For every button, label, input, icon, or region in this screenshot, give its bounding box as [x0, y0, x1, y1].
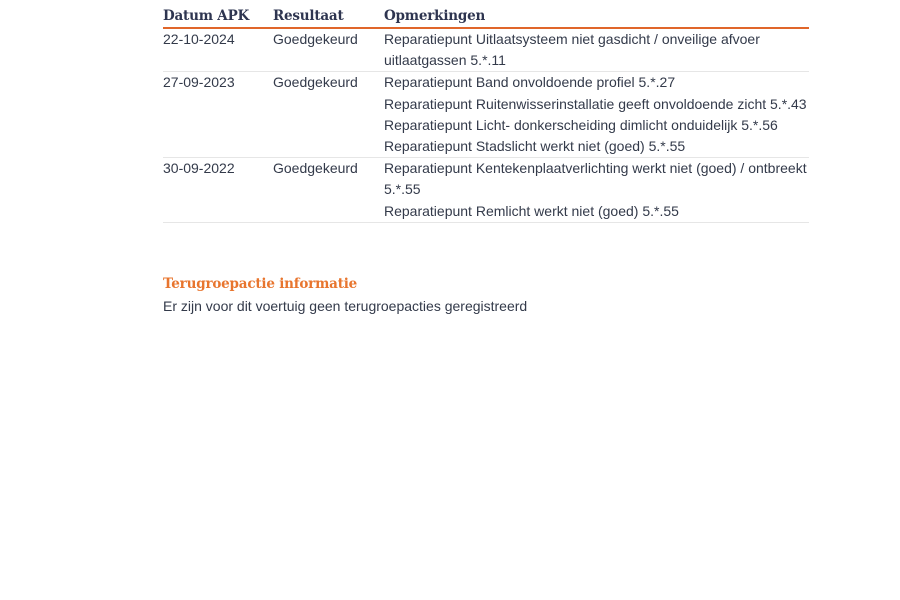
remark-item: Reparatiepunt Stadslicht werkt niet (goed) 5.*.55: [384, 138, 686, 155]
remark-item: Reparatiepunt Remlicht werkt niet (goed) 5.*.55: [384, 202, 679, 219]
remark-item: Reparatiepunt Kentekenplaatverlichting werkt niet (goed) / ontbreekt 5.*.55: [384, 160, 807, 198]
apk-remarks: [384, 28, 809, 72]
column-header-remarks: Opmerkingen: [384, 6, 809, 28]
recall-section-text: Er zijn voor dit voertuig geen terugroepacties geregistreerd: [163, 298, 528, 314]
apk-date: 22-10-2024: [163, 28, 273, 72]
apk-date: 27-09-2023: [163, 72, 273, 158]
apk-date: 30-09-2022: [163, 158, 273, 223]
apk-history-table: [163, 6, 809, 223]
remark-item: Reparatiepunt Ruitenwisserinstallatie geeft onvoldoende zicht 5.*.43: [384, 95, 807, 112]
table-row: [163, 158, 809, 223]
remark-item: Reparatiepunt Licht- donkerscheiding dimlicht onduidelijk 5.*.56: [384, 116, 778, 133]
apk-result: Goedgekeurd: [273, 72, 384, 158]
apk-remarks: [384, 158, 809, 223]
apk-remarks: [384, 72, 809, 158]
table-header-row: [163, 6, 809, 28]
table-row: [163, 28, 809, 72]
recall-section-title: Terugroepactie informatie: [163, 276, 358, 292]
column-header-date: Datum APK: [163, 6, 273, 28]
column-header-result: Resultaat: [273, 6, 384, 28]
table-row: [163, 72, 809, 158]
remark-item: Reparatiepunt Band onvoldoende profiel 5.*.27: [384, 74, 676, 91]
apk-result: Goedgekeurd: [273, 28, 384, 72]
remark-item: Reparatiepunt Uitlaatsysteem niet gasdicht / onveilige afvoer uitlaatgassen 5.*.11: [384, 31, 760, 69]
apk-result: Goedgekeurd: [273, 158, 384, 223]
